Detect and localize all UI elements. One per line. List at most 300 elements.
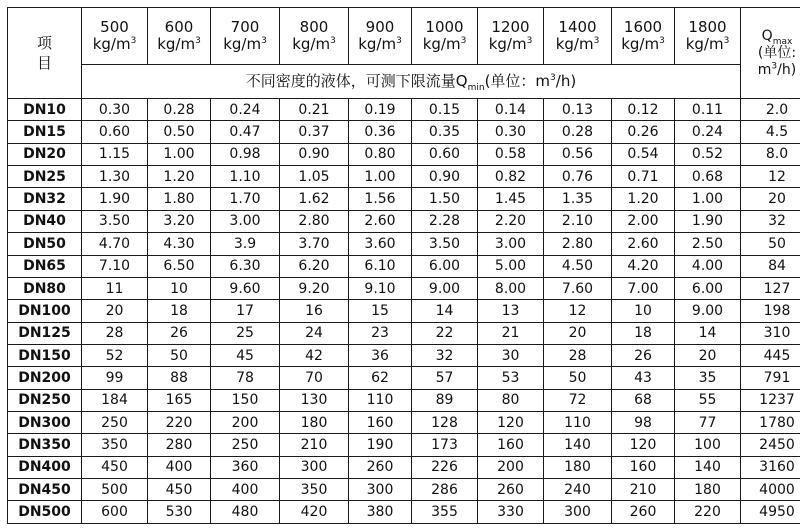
qmax-value-cell: 198: [741, 300, 800, 322]
qmax-value-cell: 4000: [741, 479, 800, 501]
qmax-value-cell: 84: [741, 255, 800, 277]
dn-size-cell: DN32: [8, 188, 82, 210]
unit-superscript: 3: [659, 36, 665, 46]
table-row: [8, 344, 800, 366]
unit-superscript: 3: [130, 36, 137, 46]
qmin-value-cell: 184: [82, 389, 148, 411]
qmin-value-cell: 0.60: [412, 143, 478, 165]
qmax-value-cell: 445: [741, 344, 800, 366]
qmin-value-cell: 0.68: [675, 166, 741, 188]
qmin-value-cell: 160: [478, 434, 544, 456]
qmin-value-cell: 0.26: [612, 121, 675, 143]
unit-superscript: 3: [526, 36, 533, 46]
qmin-value-cell: 400: [211, 479, 280, 501]
qmin-value-cell: 420: [280, 501, 349, 524]
qmin-value-cell: 8.00: [478, 277, 544, 299]
qmax-value-cell: 2450: [741, 434, 800, 456]
qmin-value-cell: 1.00: [148, 143, 211, 165]
qmin-value-cell: 0.35: [412, 121, 478, 143]
qmin-value-cell: 5.00: [478, 255, 544, 277]
qmax-unit-suffix: /h): [777, 61, 797, 78]
item-label-line2: 目: [36, 54, 52, 72]
qmin-value-cell: 10: [148, 277, 211, 299]
density-unit: kg/m: [292, 35, 331, 53]
qmin-value-cell: 9.60: [211, 277, 280, 299]
qmin-value-cell: 160: [349, 412, 412, 434]
qmin-value-cell: 14: [412, 300, 478, 322]
dn-size-cell: DN200: [8, 367, 82, 389]
dn-size-cell: DN25: [8, 166, 82, 188]
density-header-cell: [82, 8, 148, 65]
qmin-value-cell: 210: [280, 434, 349, 456]
qmin-value-cell: 7.10: [82, 255, 148, 277]
qmin-value-cell: 140: [544, 434, 612, 456]
qmin-subheader-prefix: 不同密度的液体，可测下限流量Q: [245, 72, 468, 90]
qmin-value-cell: 150: [211, 389, 280, 411]
density-header-cell: [148, 8, 211, 65]
qmin-subheader-suffix: /h): [555, 72, 577, 90]
qmin-value-cell: 0.37: [280, 121, 349, 143]
table-row: [8, 322, 800, 344]
qmin-value-cell: 6.50: [148, 255, 211, 277]
qmin-value-cell: 128: [412, 412, 478, 434]
density-unit: kg/m: [422, 35, 461, 53]
dn-size-cell: DN500: [8, 501, 82, 524]
qmax-unit-prefix: m: [757, 61, 772, 78]
qmin-value-cell: 1.00: [349, 166, 412, 188]
qmin-value-cell: 18: [148, 300, 211, 322]
density-header-cell: [478, 8, 544, 65]
qmin-value-cell: 0.90: [280, 143, 349, 165]
qmin-value-cell: 14: [675, 322, 741, 344]
qmax-value-cell: 127: [741, 277, 800, 299]
qmin-value-cell: 480: [211, 501, 280, 524]
qmin-value-cell: 0.54: [612, 143, 675, 165]
qmin-value-cell: 0.36: [349, 121, 412, 143]
unit-superscript: 3: [723, 36, 730, 46]
qmin-value-cell: 0.90: [412, 166, 478, 188]
qmin-value-cell: 2.60: [349, 210, 412, 232]
qmin-value-cell: 3.9: [211, 233, 280, 255]
qmin-value-cell: 500: [82, 479, 148, 501]
qmin-value-cell: 130: [280, 389, 349, 411]
unit-superscript: 3: [460, 36, 467, 46]
qmin-value-cell: 1.90: [82, 188, 148, 210]
table-row: [8, 456, 800, 478]
qmin-value-cell: 180: [675, 479, 741, 501]
density-unit: kg/m: [157, 35, 196, 53]
qmin-value-cell: 3.20: [148, 210, 211, 232]
density-unit: kg/m: [358, 35, 397, 53]
item-label-line1: 项: [36, 34, 52, 52]
qmin-value-cell: 20: [82, 300, 148, 322]
qmax-value-cell: 3160: [741, 456, 800, 478]
qmin-value-cell: 0.28: [148, 99, 211, 121]
unit-superscript: 3: [261, 36, 267, 46]
qmin-value-cell: 50: [148, 344, 211, 366]
dn-size-cell: DN125: [8, 322, 82, 344]
qmin-value-cell: 3.00: [211, 210, 280, 232]
qmin-value-cell: 350: [280, 479, 349, 501]
qmin-value-cell: 400: [148, 456, 211, 478]
qmin-value-cell: 286: [412, 479, 478, 501]
qmin-value-cell: 72: [544, 389, 612, 411]
qmin-value-cell: 0.12: [612, 99, 675, 121]
qmin-value-cell: 1.30: [82, 166, 148, 188]
table-row: [8, 300, 800, 322]
dn-size-cell: DN100: [8, 300, 82, 322]
unit-superscript: 3: [195, 36, 201, 46]
qmin-value-cell: 9.00: [412, 277, 478, 299]
qmin-value-cell: 32: [412, 344, 478, 366]
table-row: [8, 367, 800, 389]
qmin-value-cell: 53: [478, 367, 544, 389]
qmax-subscript: max: [772, 36, 793, 47]
dn-size-cell: DN350: [8, 434, 82, 456]
qmin-value-cell: 160: [612, 456, 675, 478]
qmin-value-cell: 88: [148, 367, 211, 389]
qmin-subscript: min: [467, 83, 485, 93]
qmin-value-cell: 98: [612, 412, 675, 434]
qmin-value-cell: 57: [412, 367, 478, 389]
qmin-value-cell: 35: [675, 367, 741, 389]
qmin-value-cell: 0.30: [478, 121, 544, 143]
qmax-value-cell: 791: [741, 367, 800, 389]
qmax-value-cell: 2.0: [741, 99, 800, 121]
qmin-value-cell: 1.20: [148, 166, 211, 188]
table-row: [8, 188, 800, 210]
qmin-value-cell: 6.00: [675, 277, 741, 299]
qmax-unit-superscript: 3: [771, 60, 778, 71]
qmin-value-cell: 350: [82, 434, 148, 456]
qmin-value-cell: 2.50: [675, 233, 741, 255]
qmin-value-cell: 120: [478, 412, 544, 434]
qmin-value-cell: 0.98: [211, 143, 280, 165]
qmin-value-cell: 2.28: [412, 210, 478, 232]
table-row: [8, 479, 800, 501]
qmin-value-cell: 21: [478, 322, 544, 344]
qmin-subheader-cell: [82, 65, 741, 99]
qmin-value-cell: 0.82: [478, 166, 544, 188]
qmin-subheader-middle: (单位：m: [484, 72, 551, 90]
density-header-cell: [612, 8, 675, 65]
qmin-value-cell: 1.45: [478, 188, 544, 210]
table-header: [8, 8, 800, 99]
table-row: [8, 434, 800, 456]
qmin-value-cell: 110: [544, 412, 612, 434]
qmin-value-cell: 10: [612, 300, 675, 322]
qmin-value-cell: 62: [349, 367, 412, 389]
qmin-value-cell: 23: [349, 322, 412, 344]
qmin-value-cell: 200: [478, 456, 544, 478]
qmin-value-cell: 220: [148, 412, 211, 434]
qmin-value-cell: 2.60: [612, 233, 675, 255]
qmin-value-cell: 260: [612, 501, 675, 524]
table-row: [8, 277, 800, 299]
density-value: 1400: [558, 18, 597, 36]
qmin-value-cell: 1.00: [675, 188, 741, 210]
qmin-value-cell: 210: [612, 479, 675, 501]
qmin-value-cell: 43: [612, 367, 675, 389]
qmin-value-cell: 1.35: [544, 188, 612, 210]
table-row: [8, 412, 800, 434]
qmin-value-cell: 0.60: [82, 121, 148, 143]
density-value: 800: [299, 18, 329, 36]
qmax-value-cell: 1237: [741, 389, 800, 411]
qmin-value-cell: 3.60: [349, 233, 412, 255]
qmax-value-cell: 4950: [741, 501, 800, 524]
qmin-value-cell: 450: [82, 456, 148, 478]
qmin-value-cell: 11: [82, 277, 148, 299]
subheader-row: [8, 65, 800, 99]
qmin-value-cell: 600: [82, 501, 148, 524]
qmin-value-cell: 80: [478, 389, 544, 411]
qmin-value-cell: 6.10: [349, 255, 412, 277]
qmin-value-cell: 3.50: [412, 233, 478, 255]
dn-size-cell: DN15: [8, 121, 82, 143]
density-unit: kg/m: [488, 35, 527, 53]
qmin-value-cell: 9.20: [280, 277, 349, 299]
dn-size-cell: DN40: [8, 210, 82, 232]
qmin-value-cell: 220: [675, 501, 741, 524]
qmax-value-cell: 12: [741, 166, 800, 188]
qmin-value-cell: 36: [349, 344, 412, 366]
density-value: 900: [365, 18, 395, 36]
qmin-value-cell: 4.00: [675, 255, 741, 277]
qmin-value-cell: 16: [280, 300, 349, 322]
qmin-value-cell: 22: [412, 322, 478, 344]
qmin-value-cell: 89: [412, 389, 478, 411]
qmin-value-cell: 450: [148, 479, 211, 501]
qmin-value-cell: 17: [211, 300, 280, 322]
qmax-unit-line: [741, 62, 800, 79]
density-value: 1600: [623, 18, 663, 36]
qmin-value-cell: 180: [544, 456, 612, 478]
density-unit: kg/m: [555, 35, 594, 53]
qmin-value-cell: 3.50: [82, 210, 148, 232]
qmin-value-cell: 1.62: [280, 188, 349, 210]
qmin-value-cell: 68: [612, 389, 675, 411]
unit-superscript: 3: [593, 36, 600, 46]
qmin-value-cell: 13: [478, 300, 544, 322]
density-value: 1200: [491, 18, 530, 36]
qmin-value-cell: 26: [612, 344, 675, 366]
qmin-value-cell: 0.13: [544, 99, 612, 121]
dn-size-cell: DN10: [8, 99, 82, 121]
qmin-value-cell: 140: [675, 456, 741, 478]
table-row: [8, 501, 800, 524]
qmin-value-cell: 1.20: [612, 188, 675, 210]
qmin-value-cell: 78: [211, 367, 280, 389]
qmin-value-cell: 3.70: [280, 233, 349, 255]
qmin-value-cell: 1.90: [675, 210, 741, 232]
qmin-value-cell: 1.50: [412, 188, 478, 210]
qmin-value-cell: 0.15: [412, 99, 478, 121]
qmax-symbol: [741, 28, 800, 45]
qmin-superscript: 3: [550, 73, 556, 83]
qmin-value-cell: 1.80: [148, 188, 211, 210]
density-header-cell: [349, 8, 412, 65]
qmin-value-cell: 300: [544, 501, 612, 524]
qmin-value-cell: 200: [211, 412, 280, 434]
qmin-value-cell: 355: [412, 501, 478, 524]
table-row: [8, 121, 800, 143]
qmin-value-cell: 0.52: [675, 143, 741, 165]
qmin-value-cell: 7.60: [544, 277, 612, 299]
qmax-value-cell: 20: [741, 188, 800, 210]
qmax-value-cell: 8.0: [741, 143, 800, 165]
unit-superscript: 3: [330, 36, 336, 46]
density-value: 1800: [688, 18, 727, 36]
table-body: [8, 99, 800, 524]
qmin-value-cell: 0.30: [82, 99, 148, 121]
qmin-value-cell: 0.76: [544, 166, 612, 188]
qmin-value-cell: 0.24: [211, 99, 280, 121]
qmin-value-cell: 28: [544, 344, 612, 366]
qmin-value-cell: 180: [280, 412, 349, 434]
qmin-value-cell: 300: [349, 479, 412, 501]
qmin-value-cell: 15: [349, 300, 412, 322]
qmin-value-cell: 0.50: [148, 121, 211, 143]
density-header-cell: [211, 8, 280, 65]
qmin-value-cell: 0.14: [478, 99, 544, 121]
qmin-value-cell: 0.47: [211, 121, 280, 143]
qmin-value-cell: 1.70: [211, 188, 280, 210]
qmin-value-cell: 9.00: [675, 300, 741, 322]
density-value: 700: [230, 18, 260, 36]
table-row: [8, 210, 800, 232]
qmin-value-cell: 6.20: [280, 255, 349, 277]
qmax-value-cell: 4.5: [741, 121, 800, 143]
dn-size-cell: DN150: [8, 344, 82, 366]
qmin-value-cell: 9.10: [349, 277, 412, 299]
qmin-value-cell: 1.05: [280, 166, 349, 188]
table-row: [8, 143, 800, 165]
qmin-value-cell: 26: [148, 322, 211, 344]
qmin-value-cell: 18: [612, 322, 675, 344]
qmax-value-cell: 1780: [741, 412, 800, 434]
qmin-value-cell: 52: [82, 344, 148, 366]
dn-size-cell: DN80: [8, 277, 82, 299]
dn-size-cell: DN65: [8, 255, 82, 277]
qmin-value-cell: 24: [280, 322, 349, 344]
qmin-value-cell: 55: [675, 389, 741, 411]
qmin-value-cell: 240: [544, 479, 612, 501]
dn-size-cell: DN50: [8, 233, 82, 255]
density-value: 1000: [425, 18, 464, 36]
qmin-value-cell: 360: [211, 456, 280, 478]
qmin-value-cell: 0.11: [675, 99, 741, 121]
density-value: 600: [164, 18, 194, 36]
density-unit: kg/m: [92, 35, 131, 53]
qmin-value-cell: 260: [478, 479, 544, 501]
qmin-value-cell: 6.00: [412, 255, 478, 277]
dn-size-cell: DN300: [8, 412, 82, 434]
qmin-value-cell: 0.80: [349, 143, 412, 165]
qmin-value-cell: 45: [211, 344, 280, 366]
qmax-symbol-letter: Q: [761, 27, 773, 44]
density-unit: kg/m: [621, 35, 660, 53]
qmin-value-cell: 165: [148, 389, 211, 411]
qmin-value-cell: 20: [544, 322, 612, 344]
density-header-cell: [544, 8, 612, 65]
qmin-value-cell: 0.28: [544, 121, 612, 143]
qmin-value-cell: 12: [544, 300, 612, 322]
qmin-value-cell: 330: [478, 501, 544, 524]
qmin-value-cell: 28: [82, 322, 148, 344]
qmin-value-cell: 0.71: [612, 166, 675, 188]
density-unit: kg/m: [685, 35, 724, 53]
flow-range-table: [7, 7, 800, 524]
qmin-value-cell: 226: [412, 456, 478, 478]
qmin-value-cell: 1.15: [82, 143, 148, 165]
qmin-value-cell: 280: [148, 434, 211, 456]
qmin-value-cell: 173: [412, 434, 478, 456]
qmin-value-cell: 250: [82, 412, 148, 434]
qmin-value-cell: 0.19: [349, 99, 412, 121]
qmin-value-cell: 250: [211, 434, 280, 456]
qmin-value-cell: 2.20: [478, 210, 544, 232]
table-row: [8, 389, 800, 411]
qmin-value-cell: 260: [349, 456, 412, 478]
qmin-value-cell: 2.00: [612, 210, 675, 232]
density-unit: kg/m: [223, 35, 262, 53]
qmin-value-cell: 3.00: [478, 233, 544, 255]
qmin-value-cell: 4.70: [82, 233, 148, 255]
qmin-value-cell: 50: [544, 367, 612, 389]
qmin-value-cell: 0.56: [544, 143, 612, 165]
table-row: [8, 166, 800, 188]
qmin-value-cell: 1.10: [211, 166, 280, 188]
qmin-value-cell: 530: [148, 501, 211, 524]
unit-superscript: 3: [396, 36, 402, 46]
qmin-value-cell: 120: [612, 434, 675, 456]
table-row: [8, 233, 800, 255]
qmax-value-cell: 32: [741, 210, 800, 232]
qmax-unit-line: (单位:: [757, 44, 797, 61]
table-row: [8, 99, 800, 121]
qmax-header-cell: [741, 8, 800, 99]
qmin-value-cell: 110: [349, 389, 412, 411]
qmin-value-cell: 77: [675, 412, 741, 434]
qmin-value-cell: 300: [280, 456, 349, 478]
qmin-value-cell: 42: [280, 344, 349, 366]
table-row: [8, 255, 800, 277]
dn-size-cell: DN20: [8, 143, 82, 165]
qmin-value-cell: 2.10: [544, 210, 612, 232]
qmin-value-cell: 20: [675, 344, 741, 366]
density-header-cell: [412, 8, 478, 65]
qmin-value-cell: 99: [82, 367, 148, 389]
dn-size-cell: DN250: [8, 389, 82, 411]
qmin-value-cell: 4.20: [612, 255, 675, 277]
qmin-value-cell: 70: [280, 367, 349, 389]
qmin-value-cell: 6.30: [211, 255, 280, 277]
qmax-value-cell: 50: [741, 233, 800, 255]
qmin-value-cell: 30: [478, 344, 544, 366]
qmin-value-cell: 190: [349, 434, 412, 456]
density-header-cell: [280, 8, 349, 65]
qmax-value-cell: 310: [741, 322, 800, 344]
qmin-value-cell: 0.58: [478, 143, 544, 165]
qmin-value-cell: 7.00: [612, 277, 675, 299]
qmin-value-cell: 4.30: [148, 233, 211, 255]
dn-size-cell: DN400: [8, 456, 82, 478]
qmin-value-cell: 0.24: [675, 121, 741, 143]
item-header-cell: [8, 8, 82, 99]
qmin-value-cell: 4.50: [544, 255, 612, 277]
density-value: 500: [100, 18, 129, 36]
